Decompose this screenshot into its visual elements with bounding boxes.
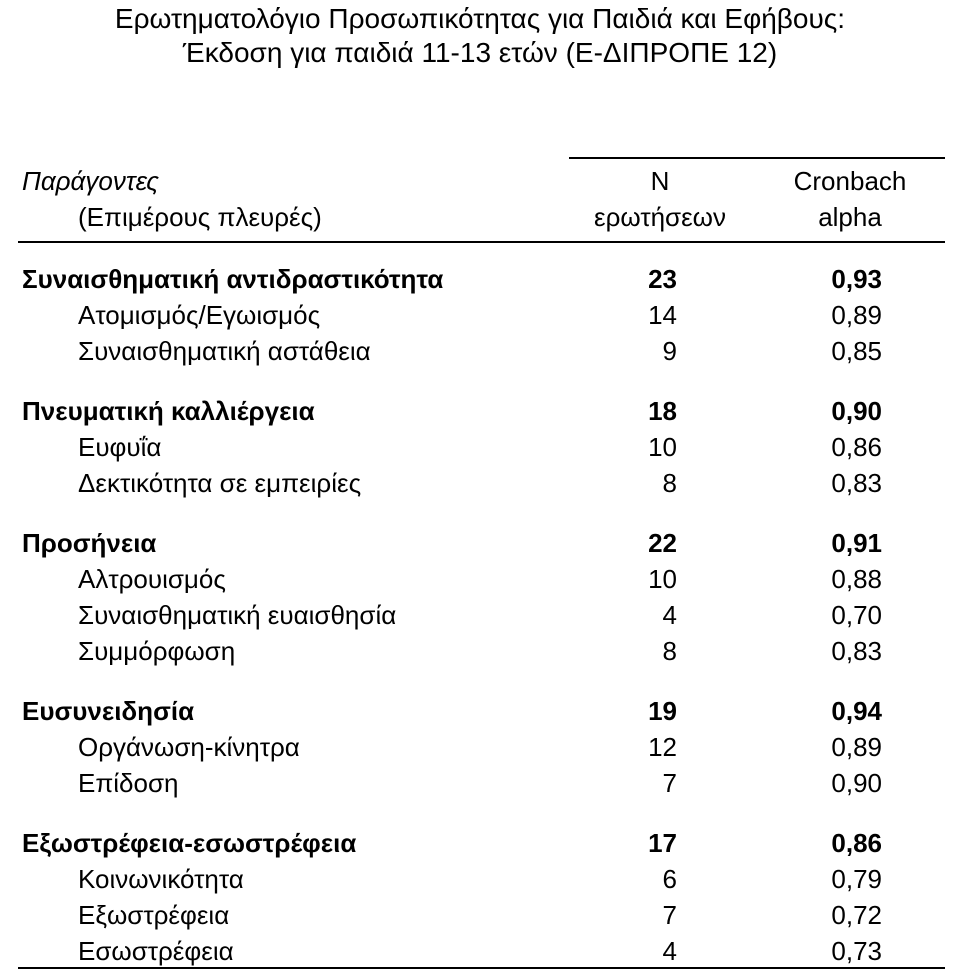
subscale-row — [0, 729, 960, 765]
cronbach-alpha-cell: 0,86 — [831, 432, 882, 462]
subscale-label: Αλτρουισμός — [78, 564, 226, 594]
n-questions-cell: 8 — [662, 468, 677, 498]
cronbach-alpha-cell: 0,70 — [831, 600, 882, 630]
cronbach-alpha-cell: 0,85 — [831, 336, 882, 366]
cronbach-alpha-cell: 0,79 — [831, 864, 882, 894]
subscale-row — [0, 633, 960, 669]
column-header-n: N — [650, 166, 670, 196]
n-questions-cell: 10 — [648, 432, 677, 462]
column-header-factors: Παράγοντες — [22, 166, 159, 196]
factor-row — [0, 693, 960, 729]
factor-label: Συναισθηματική αντιδραστικότητα — [22, 264, 444, 294]
cronbach-alpha-cell: 0,91 — [831, 528, 882, 558]
factor-label: Πνευματική καλλιέργεια — [22, 396, 315, 426]
n-questions-cell: 14 — [648, 300, 677, 330]
subscale-row — [0, 465, 960, 501]
n-questions-cell: 23 — [648, 264, 677, 294]
subscale-row — [0, 561, 960, 597]
column-header-alpha: alpha — [818, 202, 882, 232]
subscale-row — [0, 429, 960, 465]
table-title-line-2: Έκδοση για παιδιά 11-13 ετών (Ε-ΔΙΠΡΟΠΕ 12) — [182, 37, 778, 68]
cronbach-alpha-cell: 0,73 — [831, 936, 882, 966]
cronbach-alpha-cell: 0,83 — [831, 468, 882, 498]
subscale-label: Οργάνωση-κίνητρα — [78, 732, 300, 762]
subscale-label: Συναισθηματική ευαισθησία — [78, 600, 397, 630]
subscale-label: Ευφυΐα — [78, 432, 162, 462]
subscale-label: Ατομισμός/Εγωισμός — [78, 300, 321, 330]
cronbach-alpha-cell: 0,90 — [831, 768, 882, 798]
subscale-label: Συναισθηματική αστάθεια — [78, 336, 371, 366]
factor-label: Ευσυνειδησία — [22, 696, 195, 726]
n-questions-cell: 12 — [648, 732, 677, 762]
subscale-label: Δεκτικότητα σε εμπειρίες — [78, 468, 362, 498]
subscale-row — [0, 765, 960, 801]
cronbach-alpha-cell: 0,94 — [831, 696, 882, 726]
column-header-cronbach: Cronbach — [793, 166, 907, 196]
cronbach-alpha-cell: 0,93 — [831, 264, 882, 294]
subscale-row — [0, 297, 960, 333]
table-title-line-1: Ερωτηματολόγιο Προσωπικότητας για Παιδιά και Εφήβους: — [114, 3, 846, 34]
factor-row — [0, 261, 960, 297]
cronbach-alpha-cell: 0,88 — [831, 564, 882, 594]
n-questions-cell: 17 — [648, 828, 677, 858]
n-questions-cell: 6 — [662, 864, 677, 894]
factor-row — [0, 393, 960, 429]
n-questions-cell: 7 — [662, 768, 677, 798]
subscale-label: Εξωστρέφεια — [78, 900, 230, 930]
header-bottom-rule — [18, 241, 945, 243]
cronbach-alpha-cell: 0,72 — [831, 900, 882, 930]
n-questions-cell: 4 — [662, 600, 677, 630]
factor-label: Προσήνεια — [22, 528, 157, 558]
subscale-label: Κοινωνικότητα — [78, 864, 244, 894]
subscale-row — [0, 897, 960, 933]
subscale-row — [0, 597, 960, 633]
table-bottom-rule — [18, 967, 945, 969]
factor-row — [0, 825, 960, 861]
subscale-label: Εσωστρέφεια — [78, 936, 234, 966]
cronbach-alpha-cell: 0,89 — [831, 300, 882, 330]
n-questions-cell: 7 — [662, 900, 677, 930]
n-questions-cell: 8 — [662, 636, 677, 666]
n-questions-cell: 22 — [648, 528, 677, 558]
n-questions-cell: 18 — [648, 396, 677, 426]
subscale-row — [0, 933, 960, 969]
n-questions-cell: 4 — [662, 936, 677, 966]
subscale-row — [0, 333, 960, 369]
factor-row — [0, 525, 960, 561]
subscale-label: Συμμόρφωση — [78, 636, 236, 666]
column-header-n-questions: ερωτήσεων — [594, 202, 726, 232]
subscale-label: Επίδοση — [78, 768, 179, 798]
cronbach-alpha-cell: 0,90 — [831, 396, 882, 426]
header-top-rule — [569, 157, 945, 159]
cronbach-alpha-cell: 0,86 — [831, 828, 882, 858]
subscale-row — [0, 861, 960, 897]
n-questions-cell: 19 — [648, 696, 677, 726]
n-questions-cell: 10 — [648, 564, 677, 594]
column-header-subscales: (Επιμέρους πλευρές) — [78, 202, 322, 232]
n-questions-cell: 9 — [662, 336, 677, 366]
cronbach-alpha-cell: 0,83 — [831, 636, 882, 666]
cronbach-alpha-cell: 0,89 — [831, 732, 882, 762]
factor-label: Εξωστρέφεια-εσωστρέφεια — [22, 828, 357, 858]
